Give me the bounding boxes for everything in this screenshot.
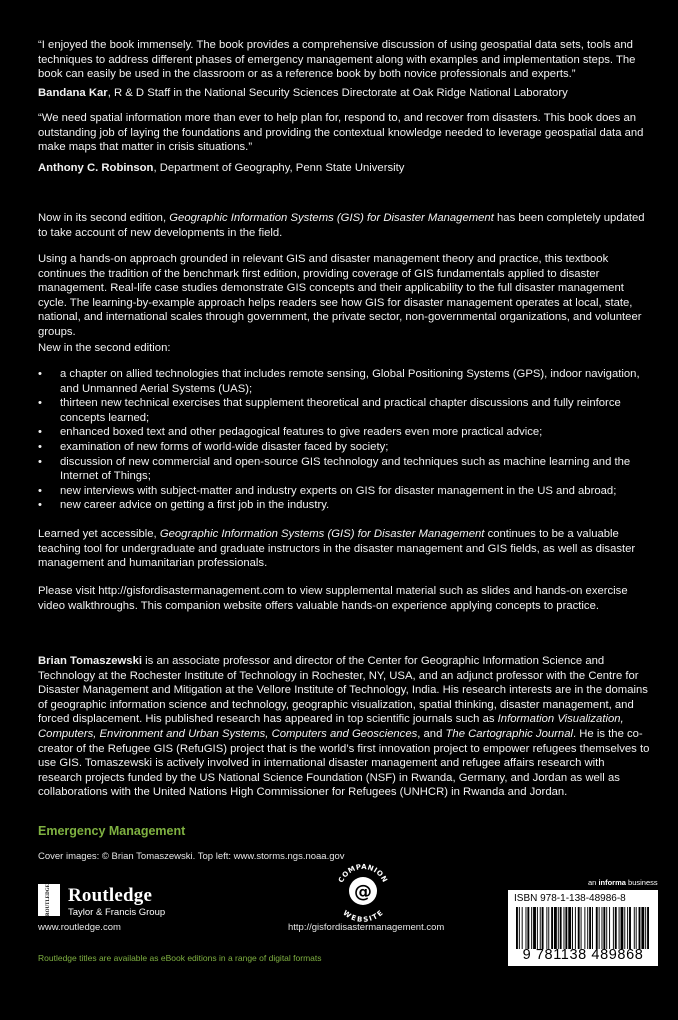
author-bio-part-3: . He is the co-creator of the Refugee GIS (RefuGIS) project that is the world’s first innovation project to empower refugees themselves to use GIS. Tomaszewski is actively involved in international disaster management and refugee affairs research with research projects funded by the US National Science Foundation (NSF) in Rwanda, Germany, and Jordan as well as collaborations with the United Nations High Commissioner for Refugees (UNHCR) in Rwanda and Jordan.	[38, 727, 650, 799]
barcode-bar	[537, 907, 538, 949]
author-bio-journals: Information Visualization, Computers, Environment and Urban Systems, Computers and Geosciences	[38, 713, 624, 740]
barcode-bar	[599, 907, 600, 949]
barcode-bar	[558, 907, 559, 949]
barcode-bar	[606, 907, 607, 949]
learned-after: continues to be a valuable teaching tool for undergraduate and graduate instructors in the disaster management and GIS fields, as well as disaster management and humanitarian professionals.	[38, 528, 636, 570]
routledge-name: Routledge	[68, 885, 153, 906]
testimonial-1-affiliation: , R & D Staff in the National Security Sciences Directorate at Oak Ridge National Laboratory	[107, 87, 568, 99]
svg-text:@: @	[354, 881, 372, 903]
barcode-bar	[627, 907, 628, 949]
barcode-bar	[639, 907, 641, 949]
barcode-bar	[542, 907, 544, 949]
barcode-bar	[572, 907, 573, 949]
learned-before: Learned yet accessible,	[38, 528, 160, 540]
informa-business-tag	[588, 878, 658, 887]
intro-book-title: Geographic Information Systems (GIS) for Disaster Management	[169, 212, 494, 224]
companion-url[interactable]: http://gisfordisastermanagement.com	[288, 922, 445, 933]
barcode-bar	[546, 907, 547, 949]
cover-credit: Cover images: © Brian Tomaszewski. Top left: www.storms.ngs.noaa.gov	[38, 851, 345, 862]
companion-visit-paragraph: Please visit http://gisfordisastermanagement.com to view supplemental material such as slides and hands-on exercise video walkthroughs. This companion website offers valuable hands-on experience applying concepts to practice.	[38, 585, 628, 612]
testimonial-2-name: Anthony C. Robinson	[38, 162, 154, 174]
testimonial-1-attribution	[38, 86, 650, 100]
routledge-logo	[38, 884, 238, 924]
testimonial-1-name: Bandana Kar	[38, 87, 108, 99]
barcode-bar	[645, 907, 646, 949]
barcode-number: 9 781138 489868	[522, 947, 644, 963]
barcode-icon	[514, 907, 652, 949]
learned-paragraph	[38, 527, 650, 571]
testimonial-2-attribution	[38, 161, 650, 175]
barcode-bar	[526, 907, 527, 949]
new-edition-item: • new career advice on getting a first job in the industry.	[38, 498, 650, 513]
barcode-bar	[540, 907, 541, 949]
barcode-bar	[575, 907, 576, 949]
learned-book-title: Geographic Information Systems (GIS) for Disaster Management	[159, 528, 485, 540]
barcode-bar	[533, 907, 536, 949]
barcode-bar	[584, 907, 585, 949]
barcode-bar	[568, 907, 571, 949]
testimonial-2-affiliation: , Department of Geography, Penn State University	[153, 162, 405, 174]
barcode-bar	[641, 907, 644, 949]
barcode-bar	[565, 907, 567, 949]
barcode-bar	[564, 907, 565, 949]
informa-brand: informa	[598, 878, 626, 887]
barcode-bar	[629, 907, 631, 949]
author-bio	[38, 654, 650, 800]
barcode-bar	[619, 907, 620, 949]
svg-text:WEBSITE	[341, 909, 384, 923]
companion-website-badge-icon	[329, 859, 397, 923]
barcode-bar	[596, 907, 598, 949]
new-edition-heading: New in the second edition:	[38, 342, 171, 354]
barcode-bar	[602, 907, 603, 949]
routledge-group: Taylor & Francis Group	[68, 907, 166, 918]
barcode-bar	[634, 907, 635, 949]
ebook-note: Routledge titles are available as eBook editions in a range of digital formats	[38, 953, 322, 963]
barcode-bar	[624, 907, 625, 949]
barcode-bar	[589, 907, 591, 949]
testimonial-1-quote: “I enjoyed the book immensely. The book provides a comprehensive discussion of using geospatial data sets, tools and techniques to address different phases of emergency management along with examples and implementation steps. The book can easily be used in the classroom or as a reference book by both novice professionals and experts.”	[38, 39, 636, 81]
barcode-bar	[519, 907, 520, 949]
barcode-bar	[613, 907, 614, 949]
barcode-bar	[587, 907, 588, 949]
barcode-bar	[636, 907, 637, 949]
approach-paragraph: Using a hands-on approach grounded in relevant GIS and disaster management theory and practice, this textbook continues the tradition of the benchmark first edition, providing coverage of GIS fundamentals applied to disaster management. Real-life case studies demonstrate GIS concepts and their applicability to the full disaster management cycle. The learning-by-example approach helps readers see how GIS for disaster management operates at local, state, national, and international scales through government, the private sector, non-governmental organizations, and volunteer groups.	[38, 253, 642, 338]
intro-before: Now in its second edition,	[38, 212, 170, 224]
isbn-label: ISBN 978-1-138-48986-8	[514, 893, 626, 904]
barcode-bar	[578, 907, 580, 949]
informa-suffix: business	[625, 878, 658, 887]
new-edition-item: • enhanced boxed text and other pedagogical features to give readers even more practical advice;	[38, 425, 650, 440]
barcode-bar	[609, 907, 610, 949]
barcode-bar	[621, 907, 624, 949]
informa-prefix: an	[588, 878, 599, 887]
new-edition-item: • new interviews with subject-matter and industry experts on GIS for disaster management in the US and abroad;	[38, 484, 650, 499]
barcode-bar	[548, 907, 549, 949]
barcode-bar	[581, 907, 582, 949]
barcode-bar	[647, 907, 649, 949]
new-edition-item: • discussion of new commercial and open-source GIS technology and techniques such as machine learning and the Internet of Things;	[38, 455, 650, 484]
barcode-bar	[554, 907, 557, 949]
barcode-bar	[522, 907, 523, 949]
barcode-bar	[551, 907, 553, 949]
new-edition-item: • thirteen new technical exercises that supplement theoretical and practical chapter discussions and fully reinforce concepts learned;	[38, 396, 650, 425]
barcode-bar	[531, 907, 532, 949]
badge-top-text: COMPANION	[336, 862, 390, 885]
barcode-bar	[560, 907, 562, 949]
routledge-side-text: ROUTLEDGE	[46, 884, 51, 916]
routledge-url[interactable]: www.routledge.com	[38, 922, 121, 933]
barcode-bar	[603, 907, 605, 949]
new-edition-list	[38, 367, 650, 513]
new-edition-item: • examination of new forms of world-wide disaster faced by society;	[38, 440, 650, 455]
intro-after: has been completely updated to take account of new developments in the field.	[38, 212, 645, 239]
new-edition-item: • a chapter on allied technologies that includes remote sensing, Global Positioning Systems (GPS), indoor navigation, and Unmanned Aerial Systems (UAS);	[38, 367, 650, 396]
barcode-bar	[516, 907, 518, 949]
barcode-bar	[615, 907, 617, 949]
author-bio-journal-2: The Cartographic Journal	[445, 727, 573, 740]
testimonial-2-quote: “We need spatial information more than ever to help plan for, respond to, and recover from disasters. This book does an outstanding job of laying the foundations and providing the contextual knowledge needed to leverage geospatial data and make maps that matter in crisis situations.”	[38, 112, 644, 154]
barcode-bar	[592, 907, 593, 949]
intro-paragraph	[38, 211, 650, 240]
barcode-bar	[527, 907, 529, 949]
author-bio-part-1: is an associate professor and director of the Center for Geographic Information Science and Technology at the Rochester Institute of Technology in Rochester, NY, USA, and an adjunct professor with the Centre for Disaster Management and Mitigation at the Vellore Institute of Technology, India. His research interests are in the domains of geographic information science and technology, geographic visualization, spatial thinking, disaster management, and forced displacement. His published research has appeared in top scientific journals such as	[38, 655, 648, 726]
author-bio-part-2: , and	[417, 727, 446, 740]
badge-bottom-text: WEBSITE	[341, 908, 385, 923]
subject-category: Emergency Management	[38, 824, 186, 838]
routledge-r-icon	[38, 884, 60, 916]
author-name: Brian Tomaszewski	[38, 655, 143, 667]
isbn-barcode-box	[508, 890, 658, 966]
